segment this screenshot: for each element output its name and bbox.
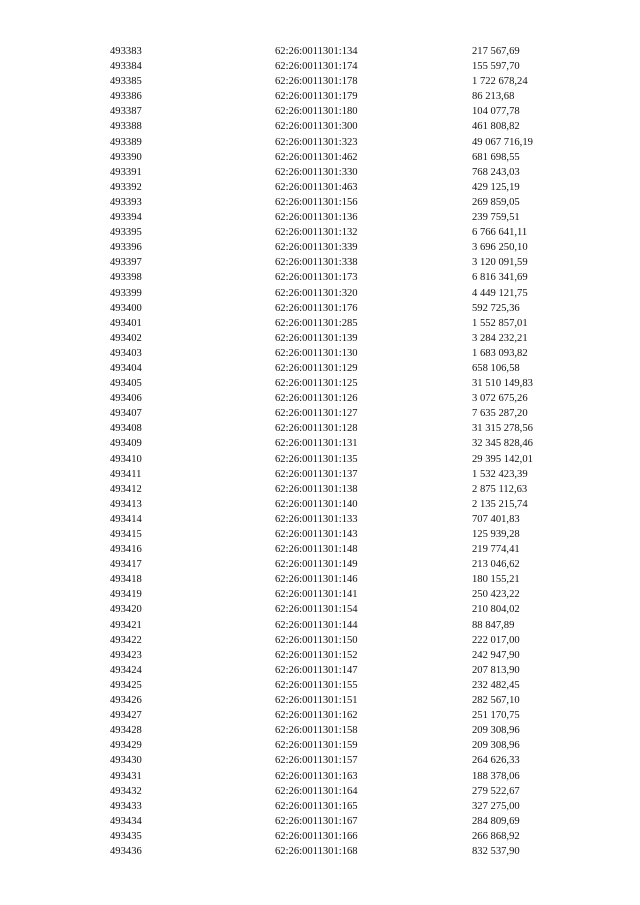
row-number: 493427 <box>110 710 142 722</box>
cadastral-value: 1 683 093,82 <box>472 347 528 359</box>
table-row <box>110 497 580 512</box>
cadastral-value: 239 759,51 <box>472 212 520 224</box>
cadastral-number: 62:26:0011301:126 <box>275 393 358 405</box>
cadastral-value: 209 308,96 <box>472 740 520 752</box>
row-number: 493419 <box>110 589 142 601</box>
table-row <box>110 542 580 557</box>
cadastral-value: 429 125,19 <box>472 181 520 193</box>
cadastral-value: 1 552 857,01 <box>472 317 528 329</box>
cadastral-value: 49 067 716,19 <box>472 136 533 148</box>
row-number: 493425 <box>110 679 142 691</box>
cadastral-number: 62:26:0011301:285 <box>275 317 358 329</box>
row-number: 493410 <box>110 453 142 465</box>
row-number: 493416 <box>110 544 142 556</box>
row-number: 493388 <box>110 121 142 133</box>
cadastral-number: 62:26:0011301:463 <box>275 181 358 193</box>
cadastral-value: 219 774,41 <box>472 544 520 556</box>
row-number: 493390 <box>110 151 142 163</box>
cadastral-number: 62:26:0011301:132 <box>275 227 358 239</box>
table-row <box>110 618 580 633</box>
table-row <box>110 89 580 104</box>
table-row <box>110 44 580 59</box>
row-number: 493404 <box>110 362 142 374</box>
row-number: 493434 <box>110 815 142 827</box>
cadastral-number: 62:26:0011301:133 <box>275 513 358 525</box>
row-number: 493430 <box>110 755 142 767</box>
cadastral-value: 209 308,96 <box>472 725 520 737</box>
cadastral-number: 62:26:0011301:162 <box>275 710 358 722</box>
row-number: 493431 <box>110 770 142 782</box>
row-number: 493396 <box>110 242 142 254</box>
cadastral-number: 62:26:0011301:135 <box>275 453 358 465</box>
table-row <box>110 738 580 753</box>
cadastral-number: 62:26:0011301:150 <box>275 634 358 646</box>
cadastral-number: 62:26:0011301:156 <box>275 196 358 208</box>
cadastral-number: 62:26:0011301:180 <box>275 106 358 118</box>
cadastral-value: 681 698,55 <box>472 151 520 163</box>
cadastral-number: 62:26:0011301:136 <box>275 212 358 224</box>
table-row <box>110 240 580 255</box>
cadastral-number: 62:26:0011301:148 <box>275 544 358 556</box>
row-number: 493421 <box>110 619 142 631</box>
table-row <box>110 467 580 482</box>
table-row <box>110 693 580 708</box>
table-row <box>110 391 580 406</box>
row-number: 493394 <box>110 212 142 224</box>
cadastral-number: 62:26:0011301:339 <box>275 242 358 254</box>
cadastral-value: 213 046,62 <box>472 559 520 571</box>
cadastral-value: 3 120 091,59 <box>472 257 528 269</box>
cadastral-number: 62:26:0011301:164 <box>275 785 358 797</box>
cadastral-value: 282 567,10 <box>472 695 520 707</box>
cadastral-value: 188 378,06 <box>472 770 520 782</box>
cadastral-number: 62:26:0011301:323 <box>275 136 358 148</box>
row-number: 493409 <box>110 438 142 450</box>
cadastral-value: 6 766 641,11 <box>472 227 528 239</box>
cadastral-number: 62:26:0011301:157 <box>275 755 358 767</box>
cadastral-value: 832 537,90 <box>472 845 520 857</box>
cadastral-value: 180 155,21 <box>472 574 520 586</box>
cadastral-number: 62:26:0011301:130 <box>275 347 358 359</box>
cadastral-number: 62:26:0011301:338 <box>275 257 358 269</box>
table-row <box>110 270 580 285</box>
table-row <box>110 316 580 331</box>
row-number: 493414 <box>110 513 142 525</box>
row-number: 493432 <box>110 785 142 797</box>
table-row <box>110 361 580 376</box>
cadastral-number: 62:26:0011301:158 <box>275 725 358 737</box>
cadastral-number: 62:26:0011301:152 <box>275 649 358 661</box>
cadastral-number: 62:26:0011301:462 <box>275 151 358 163</box>
cadastral-value: 279 522,67 <box>472 785 520 797</box>
cadastral-value: 217 567,69 <box>472 46 520 57</box>
row-number: 493386 <box>110 91 142 103</box>
cadastral-value: 3 284 232,21 <box>472 332 528 344</box>
cadastral-value: 1 532 423,39 <box>472 468 528 480</box>
row-number: 493400 <box>110 302 142 314</box>
table-row <box>110 452 580 467</box>
cadastral-number: 62:26:0011301:154 <box>275 604 358 616</box>
cadastral-value: 125 939,28 <box>472 529 520 540</box>
row-number: 493433 <box>110 800 142 812</box>
table-row <box>110 286 580 301</box>
row-number: 493384 <box>110 61 142 73</box>
cadastral-value: 250 423,22 <box>472 589 520 601</box>
cadastral-number: 62:26:0011301:131 <box>275 438 358 450</box>
table-row <box>110 769 580 784</box>
cadastral-value: 29 395 142,01 <box>472 453 533 465</box>
cadastral-value: 2 875 112,63 <box>472 483 528 495</box>
cadastral-value: 284 809,69 <box>472 815 520 827</box>
table-row <box>110 663 580 678</box>
table-row <box>110 150 580 165</box>
table-row <box>110 346 580 361</box>
row-number: 493389 <box>110 136 142 148</box>
table-row <box>110 678 580 693</box>
table-row <box>110 633 580 648</box>
cadastral-number: 62:26:0011301:151 <box>275 695 358 707</box>
row-number: 493397 <box>110 257 142 269</box>
cadastral-number: 62:26:0011301:141 <box>275 589 358 601</box>
cadastral-number: 62:26:0011301:179 <box>275 91 358 103</box>
cadastral-value: 232 482,45 <box>472 679 520 691</box>
row-number: 493423 <box>110 649 142 661</box>
table-row <box>110 784 580 799</box>
row-number: 493401 <box>110 317 142 329</box>
table-row <box>110 135 580 150</box>
cadastral-number: 62:26:0011301:165 <box>275 800 358 812</box>
cadastral-value: 32 345 828,46 <box>472 438 533 450</box>
cadastral-number: 62:26:0011301:134 <box>275 46 358 57</box>
row-number: 493413 <box>110 498 142 510</box>
cadastral-number: 62:26:0011301:137 <box>275 468 358 480</box>
table-row <box>110 648 580 663</box>
cadastral-value: 266 868,92 <box>472 830 520 842</box>
cadastral-number: 62:26:0011301:167 <box>275 815 358 827</box>
cadastral-value: 658 106,58 <box>472 362 520 374</box>
table-row <box>110 104 580 119</box>
table-row <box>110 587 580 602</box>
table-row <box>110 436 580 451</box>
cadastral-value: 1 722 678,24 <box>472 76 528 88</box>
table-row <box>110 195 580 210</box>
cadastral-value: 768 243,03 <box>472 166 520 178</box>
row-number: 493412 <box>110 483 142 495</box>
row-number: 493407 <box>110 408 142 420</box>
row-number: 493422 <box>110 634 142 646</box>
row-number: 493385 <box>110 76 142 88</box>
cadastral-number: 62:26:0011301:149 <box>275 559 358 571</box>
cadastral-value: 155 597,70 <box>472 61 520 73</box>
table-row <box>110 165 580 180</box>
cadastral-number: 62:26:0011301:300 <box>275 121 358 133</box>
table-row <box>110 512 580 527</box>
cadastral-number: 62:26:0011301:127 <box>275 408 358 420</box>
table-row <box>110 59 580 74</box>
table-row <box>110 301 580 316</box>
table-row <box>110 376 580 391</box>
cadastral-number: 62:26:0011301:138 <box>275 483 358 495</box>
row-number: 493418 <box>110 574 142 586</box>
cadastral-value: 269 859,05 <box>472 196 520 208</box>
cadastral-value: 31 315 278,56 <box>472 423 533 435</box>
cadastral-number: 62:26:0011301:139 <box>275 332 358 344</box>
cadastral-number: 62:26:0011301:128 <box>275 423 358 435</box>
cadastral-value: 327 275,00 <box>472 800 520 812</box>
cadastral-value: 3 696 250,10 <box>472 242 528 254</box>
cadastral-value: 264 626,33 <box>472 755 520 767</box>
cadastral-number: 62:26:0011301:159 <box>275 740 358 752</box>
cadastral-value: 251 170,75 <box>472 710 520 722</box>
cadastral-value: 2 135 215,74 <box>472 498 528 510</box>
cadastral-value: 707 401,83 <box>472 513 520 525</box>
row-number: 493406 <box>110 393 142 405</box>
row-number: 493402 <box>110 332 142 344</box>
cadastral-number: 62:26:0011301:168 <box>275 845 358 857</box>
table-row <box>110 331 580 346</box>
row-number: 493398 <box>110 272 142 284</box>
row-number: 493415 <box>110 529 142 540</box>
cadastral-value: 86 213,68 <box>472 91 515 103</box>
table-row <box>110 119 580 134</box>
row-number: 493393 <box>110 196 142 208</box>
row-number: 493383 <box>110 46 142 57</box>
table-row <box>110 602 580 617</box>
table-row <box>110 225 580 240</box>
cadastral-value: 104 077,78 <box>472 106 520 118</box>
row-number: 493411 <box>110 468 142 480</box>
cadastral-number: 62:26:0011301:144 <box>275 619 358 631</box>
cadastral-value: 242 947,90 <box>472 649 520 661</box>
table-row <box>110 421 580 436</box>
cadastral-value: 461 808,82 <box>472 121 520 133</box>
cadastral-number: 62:26:0011301:125 <box>275 378 358 390</box>
cadastral-number: 62:26:0011301:178 <box>275 76 358 88</box>
table-row <box>110 708 580 723</box>
row-number: 493391 <box>110 166 142 178</box>
table-row <box>110 527 580 542</box>
row-number: 493436 <box>110 845 142 857</box>
row-number: 493428 <box>110 725 142 737</box>
cadastral-number: 62:26:0011301:140 <box>275 498 358 510</box>
cadastral-number: 62:26:0011301:129 <box>275 362 358 374</box>
table-row <box>110 482 580 497</box>
cadastral-value: 4 449 121,75 <box>472 287 528 299</box>
cadastral-number: 62:26:0011301:174 <box>275 61 358 73</box>
table-row <box>110 799 580 814</box>
row-number: 493408 <box>110 423 142 435</box>
table-row <box>110 723 580 738</box>
cadastral-value: 222 017,00 <box>472 634 520 646</box>
row-number: 493424 <box>110 664 142 676</box>
cadastral-value-table <box>110 44 580 859</box>
row-number: 493417 <box>110 559 142 571</box>
table-row <box>110 844 580 859</box>
cadastral-number: 62:26:0011301:146 <box>275 574 358 586</box>
cadastral-number: 62:26:0011301:330 <box>275 166 358 178</box>
table-row <box>110 255 580 270</box>
cadastral-value: 6 816 341,69 <box>472 272 528 284</box>
row-number: 493399 <box>110 287 142 299</box>
table-row <box>110 814 580 829</box>
table-row <box>110 406 580 421</box>
table-row <box>110 74 580 89</box>
row-number: 493405 <box>110 378 142 390</box>
cadastral-number: 62:26:0011301:155 <box>275 679 358 691</box>
table-row <box>110 210 580 225</box>
table-row <box>110 829 580 844</box>
row-number: 493435 <box>110 830 142 842</box>
cadastral-number: 62:26:0011301:173 <box>275 272 358 284</box>
table-row <box>110 753 580 768</box>
cadastral-number: 62:26:0011301:163 <box>275 770 358 782</box>
cadastral-number: 62:26:0011301:147 <box>275 664 358 676</box>
row-number: 493387 <box>110 106 142 118</box>
cadastral-number: 62:26:0011301:320 <box>275 287 358 299</box>
row-number: 493392 <box>110 181 142 193</box>
cadastral-number: 62:26:0011301:176 <box>275 302 358 314</box>
row-number: 493403 <box>110 347 142 359</box>
cadastral-value: 88 847,89 <box>472 619 515 631</box>
cadastral-value: 207 813,90 <box>472 664 520 676</box>
table-row <box>110 557 580 572</box>
row-number: 493420 <box>110 604 142 616</box>
table-row <box>110 180 580 195</box>
cadastral-value: 31 510 149,83 <box>472 378 533 390</box>
row-number: 493395 <box>110 227 142 239</box>
row-number: 493429 <box>110 740 142 752</box>
cadastral-value: 210 804,02 <box>472 604 520 616</box>
cadastral-number: 62:26:0011301:143 <box>275 529 358 540</box>
table-row <box>110 572 580 587</box>
cadastral-number: 62:26:0011301:166 <box>275 830 358 842</box>
cadastral-value: 3 072 675,26 <box>472 393 528 405</box>
row-number: 493426 <box>110 695 142 707</box>
cadastral-value: 7 635 287,20 <box>472 408 528 420</box>
cadastral-value: 592 725,36 <box>472 302 520 314</box>
